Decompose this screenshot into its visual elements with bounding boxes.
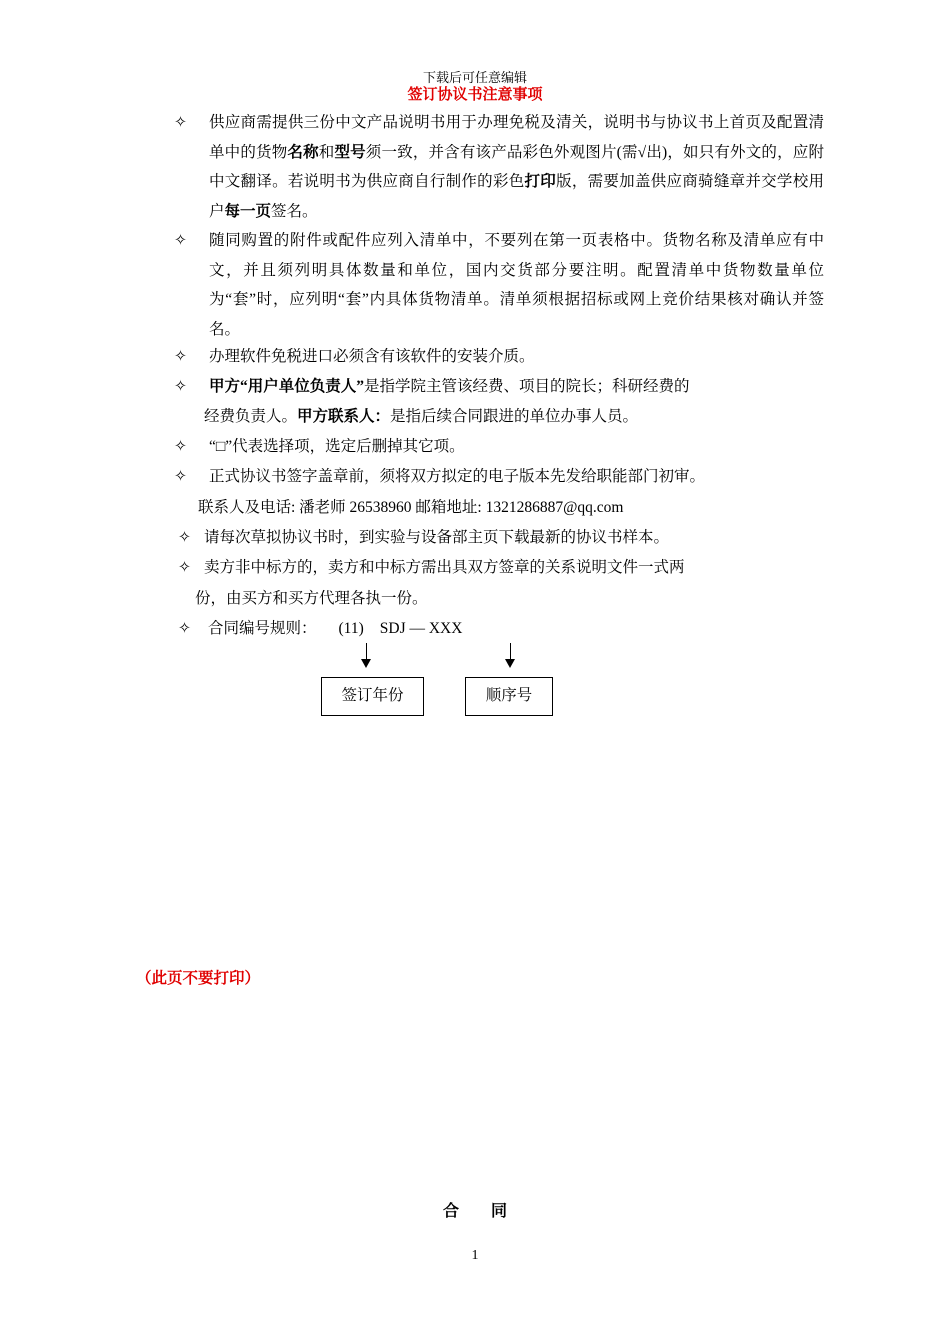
list-item <box>174 108 824 226</box>
bullet-icon: ✧ <box>178 559 191 576</box>
item-text: 办理软件免税进口必须含有该软件的安装介质。 <box>209 348 535 365</box>
list-item <box>174 432 824 462</box>
list-item <box>178 553 828 583</box>
list-item <box>174 342 824 372</box>
item-text: 甲方“用户单位负责人”是指学院主管该经费、项目的院长；科研经费的 <box>209 378 690 395</box>
contact-line: 联系人及电话: 潘老师 26538960 邮箱地址: 1321286887@qq.com <box>198 499 624 516</box>
item-continuation: 经费负责人。甲方联系人：是指后续合同跟进的单位办事人员。 <box>204 408 639 425</box>
sequence-box: 顺序号 <box>465 677 553 716</box>
bullet-icon: ✧ <box>178 620 191 637</box>
page-number: 1 <box>471 1248 479 1263</box>
contract-year-code: (11) <box>338 620 364 637</box>
item-continuation: 份，由买方和买方代理各执一份。 <box>195 590 428 607</box>
bullet-icon: ✧ <box>178 529 191 546</box>
document-title: 签订协议书注意事项 <box>407 87 543 103</box>
bullet-icon: ✧ <box>174 348 187 365</box>
bullet-icon: ✧ <box>174 114 187 131</box>
do-not-print-note: （此页不要打印） <box>136 970 261 987</box>
list-item <box>174 462 824 492</box>
item-text: 卖方非中标方的，卖方和中标方需出具双方签章的关系说明文件一式两 <box>204 559 685 576</box>
bullet-icon: ✧ <box>174 232 187 249</box>
list-item <box>174 226 824 344</box>
arrowhead-icon <box>505 659 515 668</box>
list-item <box>178 523 828 553</box>
item-text: 供应商需提供三份中文产品说明书用于办理免税及清关，说明书与协议书上首页及配置清单中的货物名称和型号须一致，并含有该产品彩色外观图片(需√出)，如只有外文的，应附中文翻译。若说明书为供应商自行制作的彩色打印版，需要加盖供应商骑缝章并交学校用户每一页签名。 <box>209 114 824 220</box>
item-text: “□”代表选择项，选定后删掉其它项。 <box>209 438 465 455</box>
page-header: 下载后可任意编辑 <box>422 70 527 85</box>
item-text: 请每次草拟协议书时，到实验与设备部主页下载最新的协议书样本。 <box>204 529 670 546</box>
arrowhead-icon <box>361 659 371 668</box>
contract-title: 合 同 <box>442 1203 507 1220</box>
contract-serial-code: SDJ — XXX <box>379 620 463 637</box>
list-item <box>178 614 828 644</box>
item-text: 正式协议书签字盖章前，须将双方拟定的电子版本先发给职能部门初审。 <box>209 468 706 485</box>
bullet-icon: ✧ <box>174 468 187 485</box>
bullet-icon: ✧ <box>174 378 187 395</box>
year-box: 签订年份 <box>321 677 424 716</box>
item-text: 合同编号规则： (11) SDJ — XXX <box>208 620 463 637</box>
item-text: 随同购置的附件或配件应列入清单中，不要列在第一页表格中。货物名称及清单应有中文，并且须列明具体数量和单位，国内交货部分要注明。配置清单中货物数量单位为“套”时，应列明“套”内具体货物清单。清单须根据招标或网上竞价结果核对确认并签名。 <box>209 232 824 338</box>
bullet-icon: ✧ <box>174 438 187 455</box>
list-item <box>174 372 824 402</box>
